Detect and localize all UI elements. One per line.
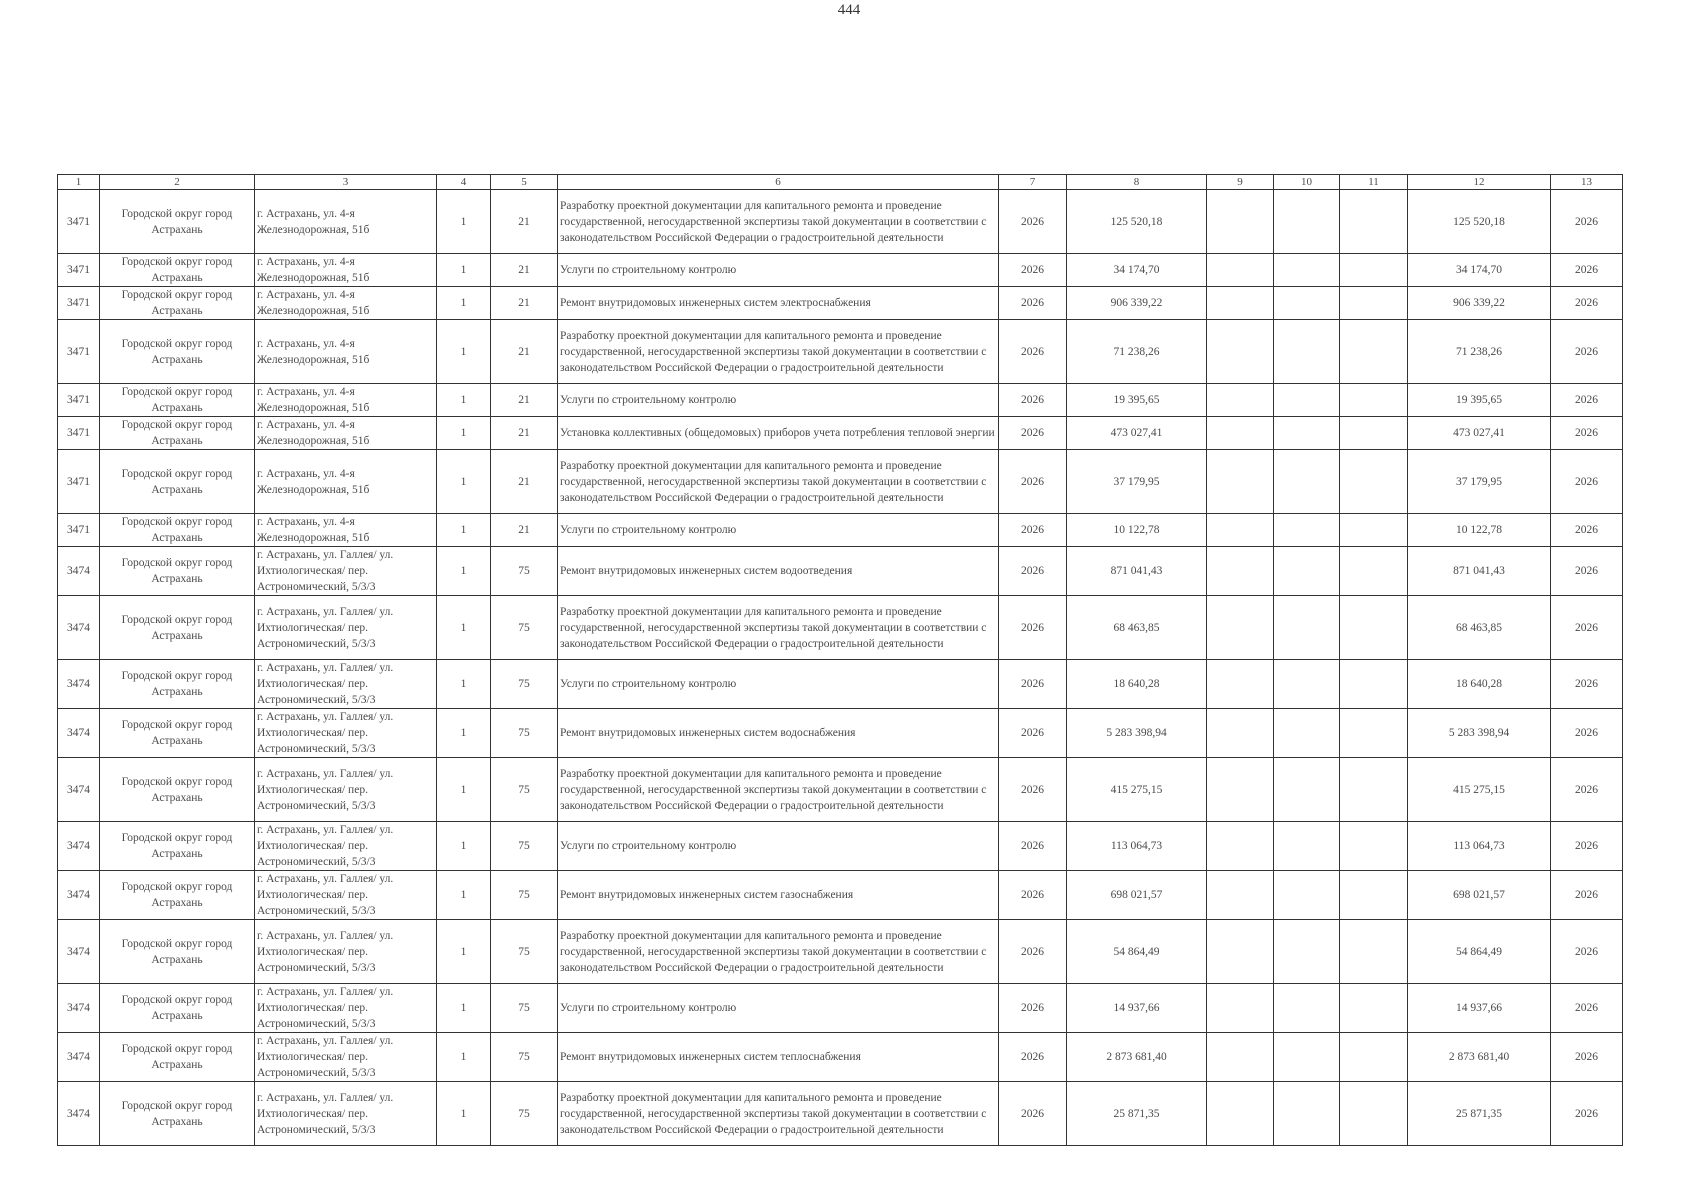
column-11-cell — [1340, 190, 1408, 254]
col-header: 6 — [558, 175, 999, 190]
address-cell: г. Астрахань, ул. Галлея/ ул. Ихтиологическая/ пер. Астрономический, 5/3/3 — [255, 547, 437, 596]
address-cell: г. Астрахань, ул. 4-я Железнодорожная, 51б — [255, 384, 437, 417]
address-cell: г. Астрахань, ул. Галлея/ ул. Ихтиологическая/ пер. Астрономический, 5/3/3 — [255, 709, 437, 758]
column-5-cell: 21 — [491, 417, 558, 450]
end-year-cell: 2026 — [1551, 417, 1623, 450]
municipality-cell: Городской округ город Астрахань — [100, 1033, 255, 1082]
total-cell: 871 041,43 — [1408, 547, 1551, 596]
address-cell: г. Астрахань, ул. 4-я Железнодорожная, 51б — [255, 320, 437, 384]
column-9-cell — [1207, 709, 1274, 758]
table-row — [58, 384, 1623, 417]
total-cell: 2 873 681,40 — [1408, 1033, 1551, 1082]
column-4-cell: 1 — [437, 254, 491, 287]
column-11-cell — [1340, 320, 1408, 384]
column-10-cell — [1274, 660, 1340, 709]
municipality-cell: Городской округ город Астрахань — [100, 709, 255, 758]
year-cell: 2026 — [999, 1082, 1067, 1146]
col-header: 7 — [999, 175, 1067, 190]
column-9-cell — [1207, 660, 1274, 709]
address-cell: г. Астрахань, ул. 4-я Железнодорожная, 51б — [255, 190, 437, 254]
address-cell: г. Астрахань, ул. 4-я Железнодорожная, 51б — [255, 514, 437, 547]
table-row — [58, 287, 1623, 320]
work-type-cell: Ремонт внутридомовых инженерных систем водоснабжения — [558, 709, 999, 758]
column-9-cell — [1207, 758, 1274, 822]
row-id-cell: 3474 — [58, 871, 100, 920]
column-11-cell — [1340, 920, 1408, 984]
amount-cell: 415 275,15 — [1067, 758, 1207, 822]
end-year-cell: 2026 — [1551, 514, 1623, 547]
table-row — [58, 596, 1623, 660]
column-5-cell: 21 — [491, 320, 558, 384]
column-11-cell — [1340, 254, 1408, 287]
column-9-cell — [1207, 984, 1274, 1033]
column-4-cell: 1 — [437, 514, 491, 547]
year-cell: 2026 — [999, 1033, 1067, 1082]
amount-cell: 473 027,41 — [1067, 417, 1207, 450]
column-11-cell — [1340, 384, 1408, 417]
municipality-cell: Городской округ город Астрахань — [100, 758, 255, 822]
year-cell: 2026 — [999, 709, 1067, 758]
row-id-cell: 3471 — [58, 320, 100, 384]
table-row — [58, 450, 1623, 514]
total-cell: 10 122,78 — [1408, 514, 1551, 547]
amount-cell: 54 864,49 — [1067, 920, 1207, 984]
table-row — [58, 1033, 1623, 1082]
row-id-cell: 3474 — [58, 758, 100, 822]
work-type-cell: Разработку проектной документации для капитального ремонта и проведение государственной, негосударственной экспертизы такой документации в соответствии с законодательством Российской Федерации о градостроительной деятельности — [558, 920, 999, 984]
column-10-cell — [1274, 920, 1340, 984]
column-4-cell: 1 — [437, 450, 491, 514]
column-9-cell — [1207, 547, 1274, 596]
table-body — [58, 190, 1623, 1146]
column-10-cell — [1274, 871, 1340, 920]
column-9-cell — [1207, 287, 1274, 320]
table-row — [58, 709, 1623, 758]
year-cell: 2026 — [999, 920, 1067, 984]
column-9-cell — [1207, 822, 1274, 871]
amount-cell: 19 395,65 — [1067, 384, 1207, 417]
column-10-cell — [1274, 758, 1340, 822]
column-11-cell — [1340, 1082, 1408, 1146]
work-type-cell: Услуги по строительному контролю — [558, 984, 999, 1033]
col-header: 2 — [100, 175, 255, 190]
year-cell: 2026 — [999, 871, 1067, 920]
column-9-cell — [1207, 920, 1274, 984]
column-4-cell: 1 — [437, 320, 491, 384]
amount-cell: 906 339,22 — [1067, 287, 1207, 320]
column-9-cell — [1207, 596, 1274, 660]
total-cell: 415 275,15 — [1408, 758, 1551, 822]
column-9-cell — [1207, 254, 1274, 287]
column-9-cell — [1207, 417, 1274, 450]
col-header: 12 — [1408, 175, 1551, 190]
column-5-cell: 21 — [491, 450, 558, 514]
total-cell: 473 027,41 — [1408, 417, 1551, 450]
column-5-cell: 75 — [491, 709, 558, 758]
total-cell: 34 174,70 — [1408, 254, 1551, 287]
column-10-cell — [1274, 596, 1340, 660]
capital-repair-table — [57, 174, 1623, 1146]
total-cell: 906 339,22 — [1408, 287, 1551, 320]
amount-cell: 10 122,78 — [1067, 514, 1207, 547]
total-cell: 54 864,49 — [1408, 920, 1551, 984]
work-type-cell: Разработку проектной документации для капитального ремонта и проведение государственной, негосударственной экспертизы такой документации в соответствии с законодательством Российской Федерации о градостроительной деятельности — [558, 320, 999, 384]
municipality-cell: Городской округ город Астрахань — [100, 384, 255, 417]
row-id-cell: 3471 — [58, 417, 100, 450]
table-row — [58, 822, 1623, 871]
end-year-cell: 2026 — [1551, 822, 1623, 871]
work-type-cell: Ремонт внутридомовых инженерных систем водоотведения — [558, 547, 999, 596]
column-10-cell — [1274, 450, 1340, 514]
row-id-cell: 3471 — [58, 254, 100, 287]
municipality-cell: Городской округ город Астрахань — [100, 287, 255, 320]
column-5-cell: 21 — [491, 514, 558, 547]
column-5-cell: 21 — [491, 384, 558, 417]
address-cell: г. Астрахань, ул. Галлея/ ул. Ихтиологическая/ пер. Астрономический, 5/3/3 — [255, 822, 437, 871]
column-11-cell — [1340, 822, 1408, 871]
row-id-cell: 3474 — [58, 596, 100, 660]
col-header: 10 — [1274, 175, 1340, 190]
row-id-cell: 3471 — [58, 287, 100, 320]
amount-cell: 14 937,66 — [1067, 984, 1207, 1033]
column-5-cell: 21 — [491, 287, 558, 320]
end-year-cell: 2026 — [1551, 287, 1623, 320]
municipality-cell: Городской округ город Астрахань — [100, 596, 255, 660]
column-10-cell — [1274, 709, 1340, 758]
column-4-cell: 1 — [437, 190, 491, 254]
work-type-cell: Разработку проектной документации для капитального ремонта и проведение государственной, негосударственной экспертизы такой документации в соответствии с законодательством Российской Федерации о градостроительной деятельности — [558, 1082, 999, 1146]
column-10-cell — [1274, 417, 1340, 450]
column-5-cell: 75 — [491, 758, 558, 822]
year-cell: 2026 — [999, 660, 1067, 709]
total-cell: 25 871,35 — [1408, 1082, 1551, 1146]
row-id-cell: 3474 — [58, 822, 100, 871]
row-id-cell: 3474 — [58, 660, 100, 709]
work-type-cell: Ремонт внутридомовых инженерных систем газоснабжения — [558, 871, 999, 920]
amount-cell: 34 174,70 — [1067, 254, 1207, 287]
total-cell: 68 463,85 — [1408, 596, 1551, 660]
address-cell: г. Астрахань, ул. 4-я Железнодорожная, 51б — [255, 254, 437, 287]
total-cell: 5 283 398,94 — [1408, 709, 1551, 758]
end-year-cell: 2026 — [1551, 190, 1623, 254]
year-cell: 2026 — [999, 254, 1067, 287]
column-4-cell: 1 — [437, 287, 491, 320]
municipality-cell: Городской округ город Астрахань — [100, 190, 255, 254]
address-cell: г. Астрахань, ул. Галлея/ ул. Ихтиологическая/ пер. Астрономический, 5/3/3 — [255, 758, 437, 822]
total-cell: 71 238,26 — [1408, 320, 1551, 384]
table-row — [58, 871, 1623, 920]
column-5-cell: 21 — [491, 254, 558, 287]
year-cell: 2026 — [999, 450, 1067, 514]
row-id-cell: 3474 — [58, 984, 100, 1033]
year-cell: 2026 — [999, 417, 1067, 450]
table-row — [58, 758, 1623, 822]
column-5-cell: 75 — [491, 1033, 558, 1082]
column-5-cell: 75 — [491, 1082, 558, 1146]
column-5-cell: 75 — [491, 920, 558, 984]
column-11-cell — [1340, 450, 1408, 514]
column-5-cell: 21 — [491, 190, 558, 254]
amount-cell: 68 463,85 — [1067, 596, 1207, 660]
table-row — [58, 190, 1623, 254]
municipality-cell: Городской округ город Астрахань — [100, 450, 255, 514]
table-row — [58, 514, 1623, 547]
end-year-cell: 2026 — [1551, 254, 1623, 287]
end-year-cell: 2026 — [1551, 709, 1623, 758]
column-4-cell: 1 — [437, 920, 491, 984]
column-11-cell — [1340, 547, 1408, 596]
municipality-cell: Городской округ город Астрахань — [100, 920, 255, 984]
year-cell: 2026 — [999, 514, 1067, 547]
municipality-cell: Городской округ город Астрахань — [100, 984, 255, 1033]
total-cell: 37 179,95 — [1408, 450, 1551, 514]
col-header: 9 — [1207, 175, 1274, 190]
total-cell: 113 064,73 — [1408, 822, 1551, 871]
col-header: 8 — [1067, 175, 1207, 190]
column-11-cell — [1340, 1033, 1408, 1082]
municipality-cell: Городской округ город Астрахань — [100, 320, 255, 384]
year-cell: 2026 — [999, 596, 1067, 660]
municipality-cell: Городской округ город Астрахань — [100, 660, 255, 709]
col-header: 5 — [491, 175, 558, 190]
work-type-cell: Разработку проектной документации для капитального ремонта и проведение государственной, негосударственной экспертизы такой документации в соответствии с законодательством Российской Федерации о градостроительной деятельности — [558, 596, 999, 660]
column-4-cell: 1 — [437, 384, 491, 417]
address-cell: г. Астрахань, ул. 4-я Железнодорожная, 51б — [255, 287, 437, 320]
year-cell: 2026 — [999, 984, 1067, 1033]
col-header: 13 — [1551, 175, 1623, 190]
column-11-cell — [1340, 984, 1408, 1033]
municipality-cell: Городской округ город Астрахань — [100, 417, 255, 450]
row-id-cell: 3471 — [58, 514, 100, 547]
table-row — [58, 1082, 1623, 1146]
column-4-cell: 1 — [437, 1082, 491, 1146]
column-4-cell: 1 — [437, 1033, 491, 1082]
table-row — [58, 320, 1623, 384]
column-10-cell — [1274, 384, 1340, 417]
end-year-cell: 2026 — [1551, 871, 1623, 920]
end-year-cell: 2026 — [1551, 547, 1623, 596]
address-cell: г. Астрахань, ул. Галлея/ ул. Ихтиологическая/ пер. Астрономический, 5/3/3 — [255, 1082, 437, 1146]
column-10-cell — [1274, 287, 1340, 320]
page-number: 444 — [837, 2, 861, 18]
work-type-cell: Услуги по строительному контролю — [558, 660, 999, 709]
address-cell: г. Астрахань, ул. Галлея/ ул. Ихтиологическая/ пер. Астрономический, 5/3/3 — [255, 984, 437, 1033]
year-cell: 2026 — [999, 758, 1067, 822]
amount-cell: 125 520,18 — [1067, 190, 1207, 254]
work-type-cell: Установка коллективных (общедомовых) приборов учета потребления тепловой энергии — [558, 417, 999, 450]
col-header: 1 — [58, 175, 100, 190]
year-cell: 2026 — [999, 822, 1067, 871]
work-type-cell: Ремонт внутридомовых инженерных систем электроснабжения — [558, 287, 999, 320]
municipality-cell: Городской округ город Астрахань — [100, 822, 255, 871]
year-cell: 2026 — [999, 287, 1067, 320]
column-4-cell: 1 — [437, 660, 491, 709]
table-header-row — [58, 175, 1623, 190]
column-11-cell — [1340, 417, 1408, 450]
column-5-cell: 75 — [491, 871, 558, 920]
work-type-cell: Услуги по строительному контролю — [558, 822, 999, 871]
work-type-cell: Ремонт внутридомовых инженерных систем теплоснабжения — [558, 1033, 999, 1082]
column-10-cell — [1274, 822, 1340, 871]
municipality-cell: Городской округ город Астрахань — [100, 547, 255, 596]
end-year-cell: 2026 — [1551, 596, 1623, 660]
year-cell: 2026 — [999, 547, 1067, 596]
column-4-cell: 1 — [437, 984, 491, 1033]
row-id-cell: 3471 — [58, 450, 100, 514]
column-10-cell — [1274, 984, 1340, 1033]
table-row — [58, 660, 1623, 709]
column-4-cell: 1 — [437, 758, 491, 822]
address-cell: г. Астрахань, ул. 4-я Железнодорожная, 51б — [255, 417, 437, 450]
total-cell: 125 520,18 — [1408, 190, 1551, 254]
column-11-cell — [1340, 871, 1408, 920]
column-10-cell — [1274, 547, 1340, 596]
column-4-cell: 1 — [437, 709, 491, 758]
column-9-cell — [1207, 1033, 1274, 1082]
column-10-cell — [1274, 254, 1340, 287]
end-year-cell: 2026 — [1551, 450, 1623, 514]
column-11-cell — [1340, 758, 1408, 822]
column-11-cell — [1340, 709, 1408, 758]
address-cell: г. Астрахань, ул. Галлея/ ул. Ихтиологическая/ пер. Астрономический, 5/3/3 — [255, 596, 437, 660]
amount-cell: 18 640,28 — [1067, 660, 1207, 709]
total-cell: 19 395,65 — [1408, 384, 1551, 417]
column-9-cell — [1207, 450, 1274, 514]
row-id-cell: 3474 — [58, 547, 100, 596]
column-5-cell: 75 — [491, 660, 558, 709]
column-5-cell: 75 — [491, 984, 558, 1033]
amount-cell: 37 179,95 — [1067, 450, 1207, 514]
column-9-cell — [1207, 1082, 1274, 1146]
municipality-cell: Городской округ город Астрахань — [100, 254, 255, 287]
column-10-cell — [1274, 320, 1340, 384]
row-id-cell: 3471 — [58, 384, 100, 417]
amount-cell: 71 238,26 — [1067, 320, 1207, 384]
end-year-cell: 2026 — [1551, 384, 1623, 417]
column-4-cell: 1 — [437, 871, 491, 920]
column-9-cell — [1207, 320, 1274, 384]
table-row — [58, 920, 1623, 984]
column-9-cell — [1207, 384, 1274, 417]
column-9-cell — [1207, 514, 1274, 547]
end-year-cell: 2026 — [1551, 984, 1623, 1033]
work-type-cell: Услуги по строительному контролю — [558, 254, 999, 287]
total-cell: 698 021,57 — [1408, 871, 1551, 920]
municipality-cell: Городской округ город Астрахань — [100, 514, 255, 547]
work-type-cell: Разработку проектной документации для капитального ремонта и проведение государственной, негосударственной экспертизы такой документации в соответствии с законодательством Российской Федерации о градостроительной деятельности — [558, 450, 999, 514]
address-cell: г. Астрахань, ул. Галлея/ ул. Ихтиологическая/ пер. Астрономический, 5/3/3 — [255, 660, 437, 709]
column-5-cell: 75 — [491, 596, 558, 660]
column-11-cell — [1340, 514, 1408, 547]
column-10-cell — [1274, 514, 1340, 547]
column-10-cell — [1274, 1033, 1340, 1082]
work-type-cell: Услуги по строительному контролю — [558, 384, 999, 417]
address-cell: г. Астрахань, ул. Галлея/ ул. Ихтиологическая/ пер. Астрономический, 5/3/3 — [255, 871, 437, 920]
total-cell: 18 640,28 — [1408, 660, 1551, 709]
amount-cell: 2 873 681,40 — [1067, 1033, 1207, 1082]
column-11-cell — [1340, 287, 1408, 320]
amount-cell: 25 871,35 — [1067, 1082, 1207, 1146]
work-type-cell: Услуги по строительному контролю — [558, 514, 999, 547]
end-year-cell: 2026 — [1551, 920, 1623, 984]
work-type-cell: Разработку проектной документации для капитального ремонта и проведение государственной, негосударственной экспертизы такой документации в соответствии с законодательством Российской Федерации о градостроительной деятельности — [558, 758, 999, 822]
table-row — [58, 417, 1623, 450]
total-cell: 14 937,66 — [1408, 984, 1551, 1033]
column-11-cell — [1340, 596, 1408, 660]
row-id-cell: 3471 — [58, 190, 100, 254]
amount-cell: 698 021,57 — [1067, 871, 1207, 920]
year-cell: 2026 — [999, 320, 1067, 384]
municipality-cell: Городской округ город Астрахань — [100, 871, 255, 920]
row-id-cell: 3474 — [58, 1033, 100, 1082]
column-4-cell: 1 — [437, 596, 491, 660]
amount-cell: 5 283 398,94 — [1067, 709, 1207, 758]
amount-cell: 871 041,43 — [1067, 547, 1207, 596]
municipality-cell: Городской округ город Астрахань — [100, 1082, 255, 1146]
col-header: 3 — [255, 175, 437, 190]
column-10-cell — [1274, 1082, 1340, 1146]
address-cell: г. Астрахань, ул. Галлея/ ул. Ихтиологическая/ пер. Астрономический, 5/3/3 — [255, 920, 437, 984]
end-year-cell: 2026 — [1551, 320, 1623, 384]
end-year-cell: 2026 — [1551, 1033, 1623, 1082]
table-row — [58, 547, 1623, 596]
column-4-cell: 1 — [437, 417, 491, 450]
column-9-cell — [1207, 871, 1274, 920]
column-4-cell: 1 — [437, 822, 491, 871]
row-id-cell: 3474 — [58, 709, 100, 758]
row-id-cell: 3474 — [58, 1082, 100, 1146]
column-9-cell — [1207, 190, 1274, 254]
end-year-cell: 2026 — [1551, 1082, 1623, 1146]
end-year-cell: 2026 — [1551, 758, 1623, 822]
column-5-cell: 75 — [491, 547, 558, 596]
col-header: 11 — [1340, 175, 1408, 190]
amount-cell: 113 064,73 — [1067, 822, 1207, 871]
end-year-cell: 2026 — [1551, 660, 1623, 709]
address-cell: г. Астрахань, ул. 4-я Железнодорожная, 51б — [255, 450, 437, 514]
row-id-cell: 3474 — [58, 920, 100, 984]
year-cell: 2026 — [999, 190, 1067, 254]
year-cell: 2026 — [999, 384, 1067, 417]
address-cell: г. Астрахань, ул. Галлея/ ул. Ихтиологическая/ пер. Астрономический, 5/3/3 — [255, 1033, 437, 1082]
table-row — [58, 984, 1623, 1033]
column-10-cell — [1274, 190, 1340, 254]
column-11-cell — [1340, 660, 1408, 709]
column-5-cell: 75 — [491, 822, 558, 871]
col-header: 4 — [437, 175, 491, 190]
table-row — [58, 254, 1623, 287]
work-type-cell: Разработку проектной документации для капитального ремонта и проведение государственной, негосударственной экспертизы такой документации в соответствии с законодательством Российской Федерации о градостроительной деятельности — [558, 190, 999, 254]
column-4-cell: 1 — [437, 547, 491, 596]
